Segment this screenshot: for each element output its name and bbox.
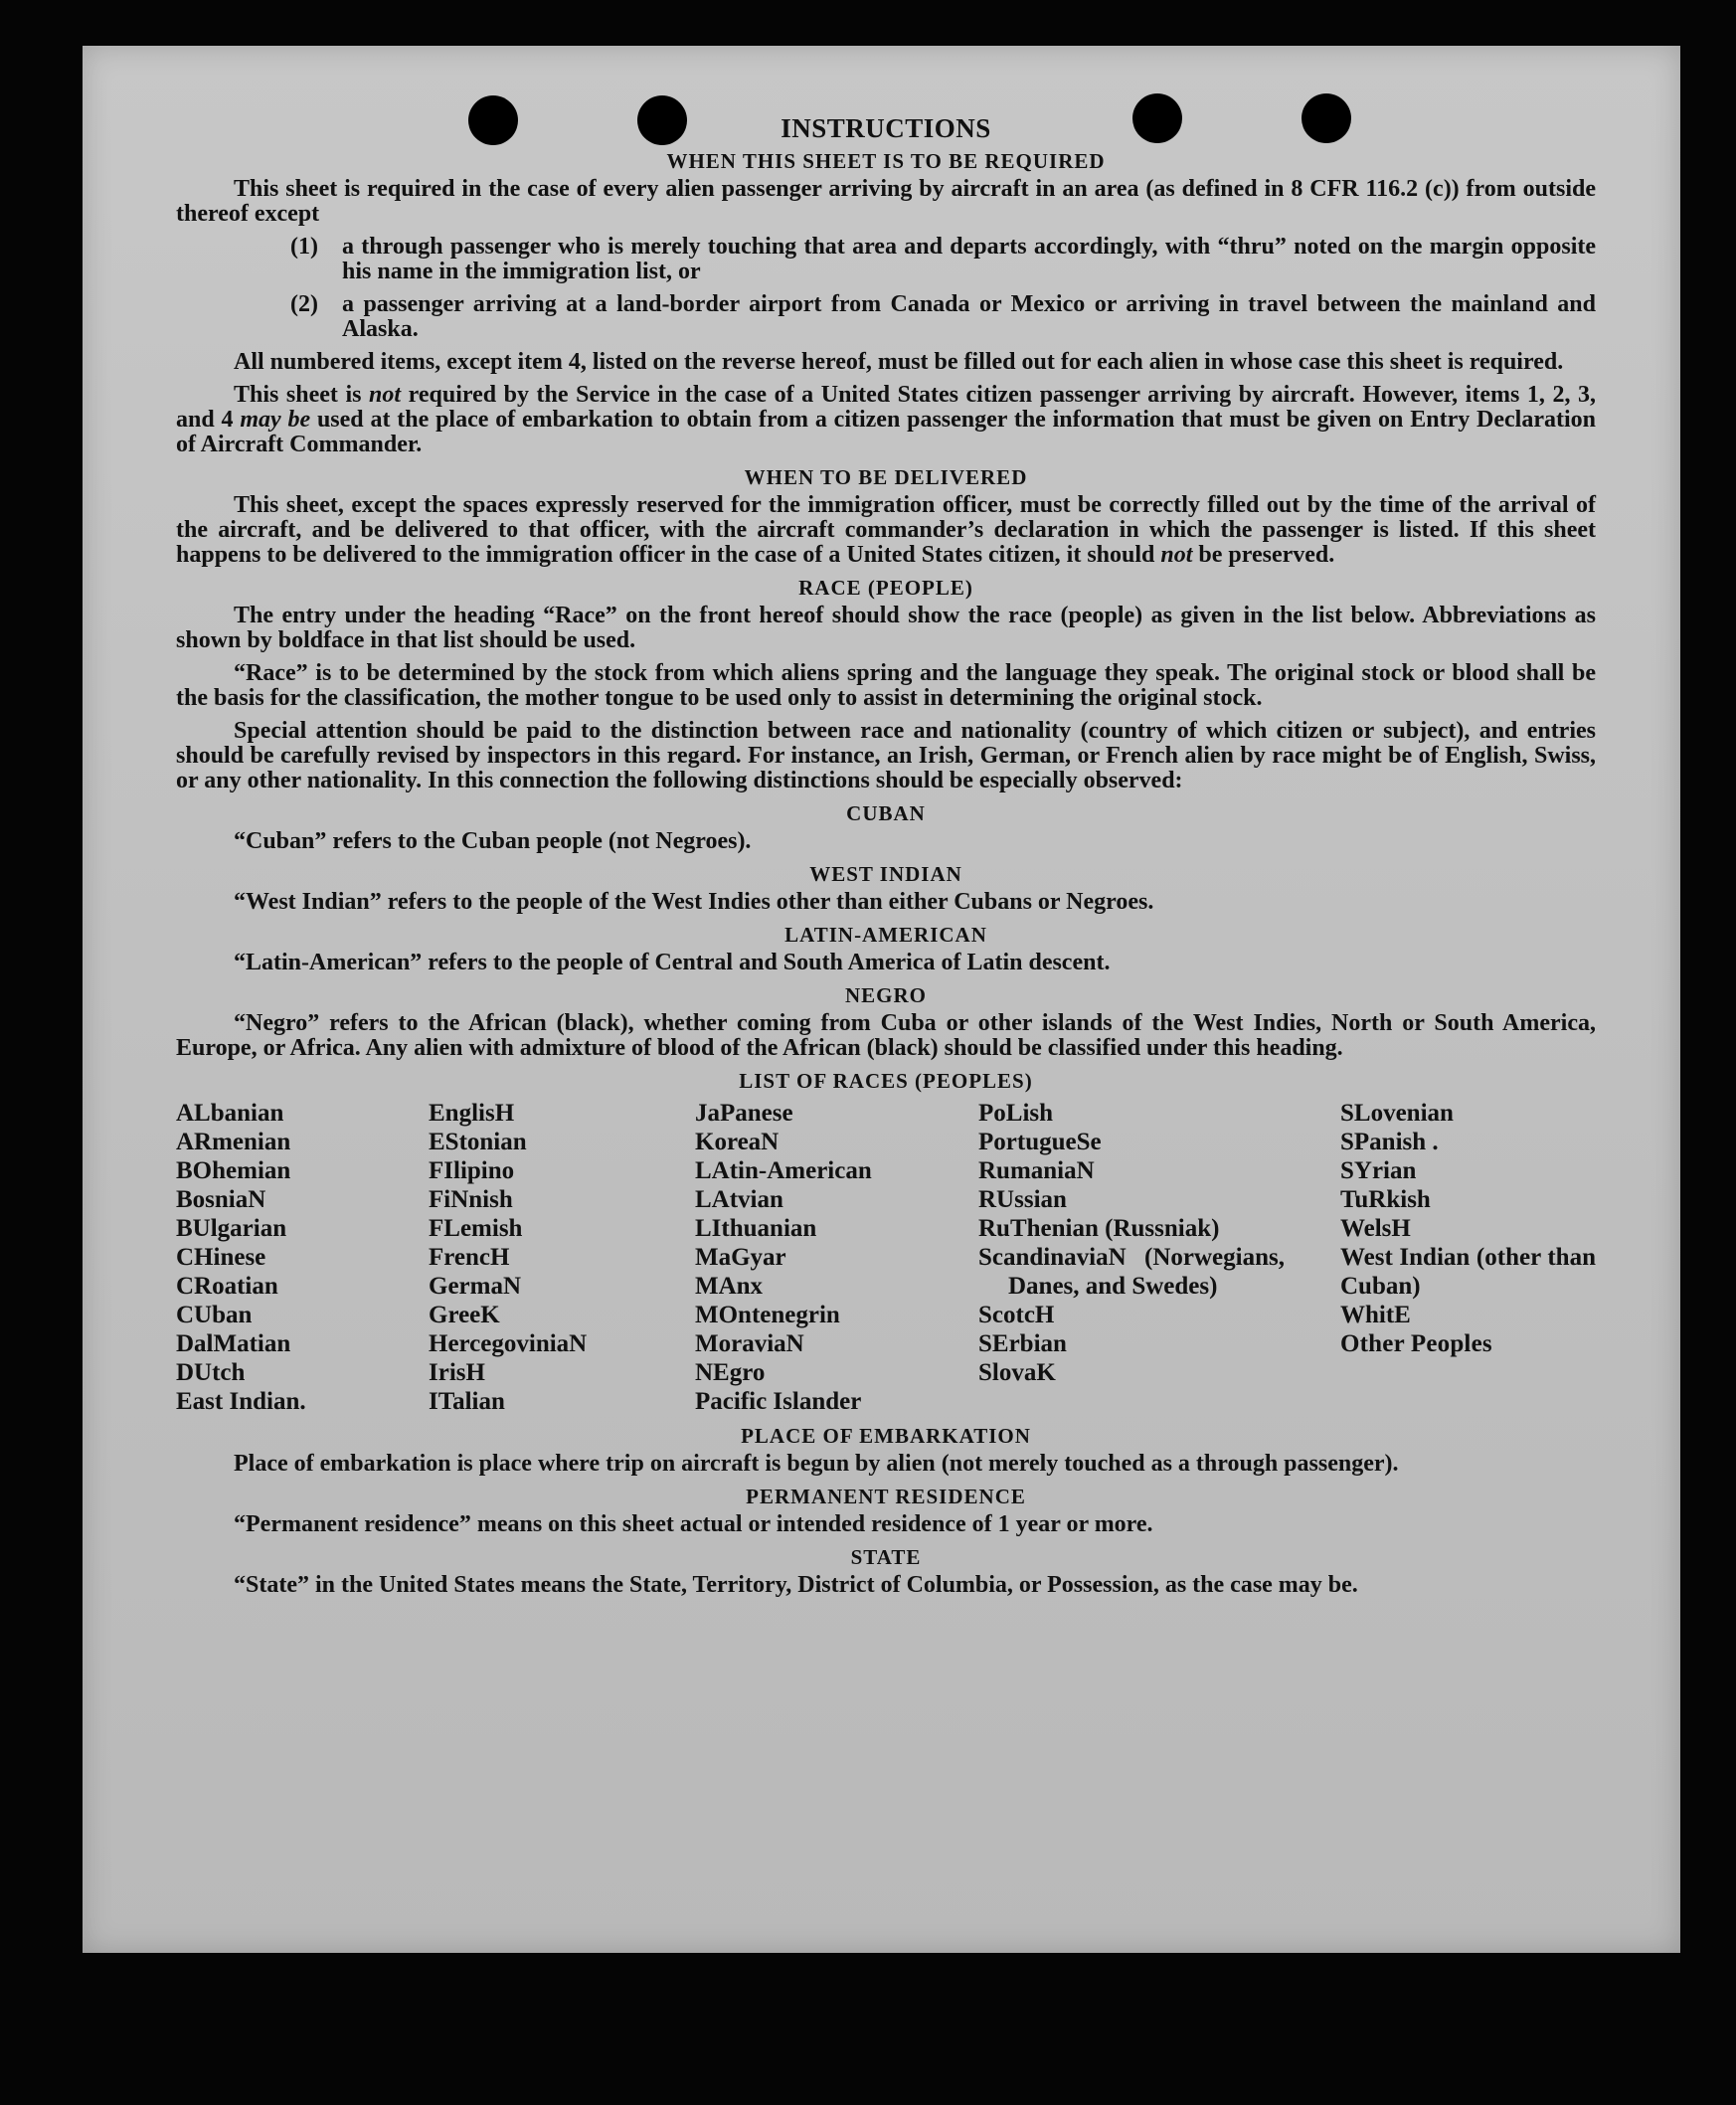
race-entry: MAnx xyxy=(695,1273,764,1300)
paragraph-numbered-items: All numbered items, except item 4, listed on the reverse hereof, must be filled out for each alien in whose case this sheet is required. xyxy=(234,349,1564,375)
section-heading-delivered: WHEN TO BE DELIVERED xyxy=(744,465,1028,489)
race-entry: ARmenian xyxy=(176,1129,291,1155)
section-heading-embarkation: PLACE OF EMBARKATION xyxy=(741,1424,1031,1448)
race-entry: LIthuanian xyxy=(695,1215,817,1242)
race-entry: ScandinaviaN (Norwegians, Danes, and Swedes) xyxy=(978,1244,1285,1300)
paragraph-negro: “Negro” refers to the African (black), whether coming from Cuba or other islands of the West Indies, North or South America, Europe, or Africa. Any alien with admixture of blood of the African (black) should be classified under this heading. xyxy=(176,1010,1596,1061)
race-entry: CRoatian xyxy=(176,1273,278,1300)
race-entry: SErbian xyxy=(978,1330,1067,1357)
race-entry: Pacific Islander xyxy=(695,1388,862,1415)
paragraph-latin-american: “Latin-American” refers to the people of Central and South America of Latin descent. xyxy=(234,950,1111,975)
race-entry: MoraviaN xyxy=(695,1330,804,1357)
race-column-3 xyxy=(695,1099,978,1416)
section-heading-negro: NEGRO xyxy=(844,983,927,1007)
race-entry: FiNnish xyxy=(429,1186,513,1213)
race-entry: CHinese xyxy=(176,1244,266,1271)
race-entry: EnglisH xyxy=(429,1100,515,1127)
race-entry: SPanish . xyxy=(1340,1129,1439,1155)
race-entry: PortugueSe xyxy=(978,1129,1102,1155)
item-text: a passenger arriving at a land-border airport from Canada or Mexico or arriving in travel between the mainland and Alaska. xyxy=(342,291,1596,342)
race-entry: BosniaN xyxy=(176,1186,266,1213)
race-entry: ITalian xyxy=(429,1388,505,1415)
race-entry: FrencH xyxy=(429,1244,510,1271)
race-entry: Other Peoples xyxy=(1340,1330,1492,1357)
race-entry: West Indian (other than Cuban) xyxy=(1340,1244,1596,1300)
race-entry: ScotcH xyxy=(978,1302,1055,1328)
race-list xyxy=(176,1099,1596,1416)
item-number: (1) xyxy=(290,234,318,260)
race-column-2 xyxy=(429,1099,695,1416)
race-column-1 xyxy=(176,1099,429,1416)
race-entry: BOhemian xyxy=(176,1157,291,1184)
item-text: a through passenger who is merely touching that area and departs accordingly, with “thru” noted on the margin opposite his name in the immigration list, or xyxy=(342,234,1596,284)
paragraph-residence: “Permanent residence” means on this sheet actual or intended residence of 1 year or more. xyxy=(234,1511,1153,1537)
exception-item-2 xyxy=(290,292,1596,342)
exception-item-1 xyxy=(290,235,1596,284)
section-heading-when-required: WHEN THIS SHEET IS TO BE REQUIRED xyxy=(666,149,1106,173)
paragraph-race-1: The entry under the heading “Race” on the front hereof should show the race (people) as given in the list below. Abbreviations as shown by boldface in that list should be used. xyxy=(176,603,1596,653)
race-column-5 xyxy=(1340,1099,1596,1416)
race-entry: DUtch xyxy=(176,1359,246,1386)
section-heading-race: RACE (PEOPLE) xyxy=(798,576,973,600)
paragraph-race-3: Special attention should be paid to the distinction between race and nationality (country of which citizen or subject), and entries should be carefully revised by inspectors in this regard. For instance, an Irish, German, or French alien by race might be of English, Swiss, or any other nationality. In this connection the following distinctions should be especially observed: xyxy=(176,718,1596,793)
race-entry: RuThenian (Russniak) xyxy=(978,1215,1220,1242)
section-heading-west-indian: WEST INDIAN xyxy=(809,862,962,886)
race-entry: SYrian xyxy=(1340,1157,1417,1184)
race-entry: WelsH xyxy=(1340,1215,1411,1242)
paragraph-race-2: “Race” is to be determined by the stock from which aliens spring and the language they speak. The original stock or blood shall be the basis for the classification, the mother tongue to be used only to assist in determining the original stock. xyxy=(176,660,1596,711)
race-column-4 xyxy=(978,1099,1340,1416)
race-entry: SLovenian xyxy=(1340,1100,1454,1127)
race-entry: KoreaN xyxy=(695,1129,780,1155)
race-entry: NEgro xyxy=(695,1359,766,1386)
race-entry: GreeK xyxy=(429,1302,500,1328)
race-entry: FLemish xyxy=(429,1215,523,1242)
race-entry: MOntenegrin xyxy=(695,1302,840,1328)
paragraph-not-required: This sheet is not required by the Service in the case of a United States citizen passenger arriving by aircraft. However, items 1, 2, 3, and 4 may be used at the place of embarkation to obtain from a citizen passenger the information that must be given on Entry Declaration of Aircraft Commander. xyxy=(176,382,1597,457)
race-entry: BUlgarian xyxy=(176,1215,287,1242)
section-heading-cuban: CUBAN xyxy=(846,801,926,825)
race-entry: LAtin-American xyxy=(695,1157,872,1184)
race-entry: EStonian xyxy=(429,1129,527,1155)
section-heading-race-list: LIST OF RACES (PEOPLES) xyxy=(739,1069,1033,1093)
paragraph-cuban: “Cuban” refers to the Cuban people (not Negroes). xyxy=(234,828,752,854)
paragraph-embarkation: Place of embarkation is place where trip on aircraft is begun by alien (not merely touched as a through passenger). xyxy=(234,1451,1399,1477)
paragraph-delivered: This sheet, except the spaces expressly reserved for the immigration officer, must be correctly filled out by the time of the arrival of the aircraft, and be delivered to that officer, with the aircraft commander’s declaration in which the passenger is listed. If this sheet happens to be delivered to the immigration officer in the case of a United States citizen, it should not be preserved. xyxy=(176,492,1596,568)
page-title: INSTRUCTIONS xyxy=(781,113,991,143)
race-entry: HercegoviniaN xyxy=(429,1330,588,1357)
race-entry: LAtvian xyxy=(695,1186,783,1213)
paragraph-west-indian: “West Indian” refers to the people of the West Indies other than either Cubans or Negroes. xyxy=(234,889,1154,915)
race-entry: CUban xyxy=(176,1302,253,1328)
race-entry: East Indian. xyxy=(176,1388,306,1415)
race-entry: SlovaK xyxy=(978,1359,1056,1386)
item-number: (2) xyxy=(290,291,318,317)
paragraph-required: This sheet is required in the case of every alien passenger arriving by aircraft in an area (as defined in 8 CFR 116.2 (c)) from outside thereof except xyxy=(176,176,1596,227)
paragraph-state: “State” in the United States means the State, Territory, District of Columbia, or Possession, as the case may be. xyxy=(234,1572,1358,1598)
race-entry: RUssian xyxy=(978,1186,1067,1213)
race-entry: MaGyar xyxy=(695,1244,786,1271)
race-entry: DalMatian xyxy=(176,1330,291,1357)
race-entry: PoLish xyxy=(978,1100,1054,1127)
section-heading-state: STATE xyxy=(850,1545,922,1569)
race-entry: TuRkish xyxy=(1340,1186,1431,1213)
race-entry: WhitE xyxy=(1340,1302,1411,1328)
race-entry: IrisH xyxy=(429,1359,485,1386)
race-entry: FIlipino xyxy=(429,1157,515,1184)
instructions-content xyxy=(176,113,1596,1606)
section-heading-latin-american: LATIN-AMERICAN xyxy=(784,923,987,947)
race-entry: JaPanese xyxy=(695,1100,793,1127)
race-entry: ALbanian xyxy=(176,1100,284,1127)
race-entry: RumaniaN xyxy=(978,1157,1095,1184)
section-heading-residence: PERMANENT RESIDENCE xyxy=(746,1485,1026,1508)
race-entry: GermaN xyxy=(429,1273,522,1300)
document-page xyxy=(83,46,1680,1953)
